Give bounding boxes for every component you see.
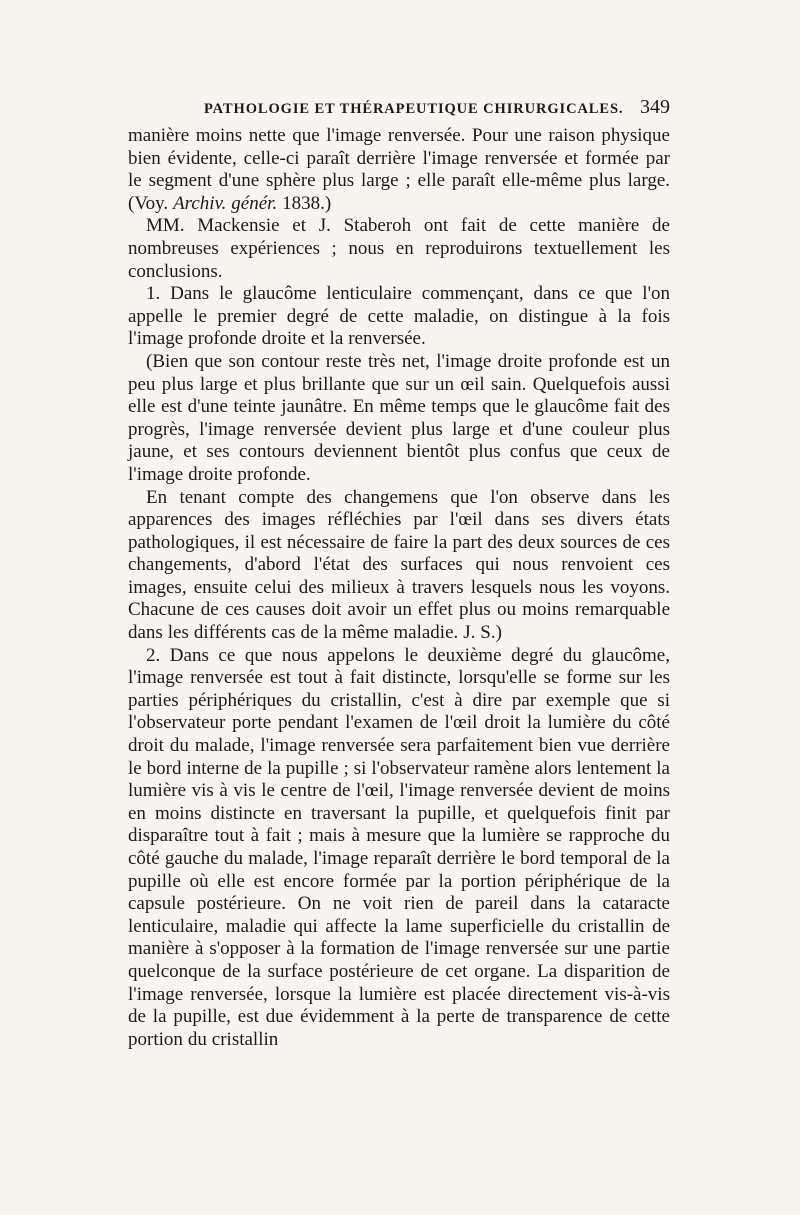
page-number: 349 xyxy=(640,96,670,118)
paragraph-continuation xyxy=(128,125,670,215)
running-title: PATHOLOGIE ET THÉRAPEUTIQUE CHIRURGICALES. xyxy=(204,101,624,117)
paragraph: En tenant compte des changemens que l'on observe dans les apparences des images réfléchies par l'œil dans ses divers états pathologiques, il est nécessaire de faire la part des deux sources de ces changements, d'abord l'état des surfaces qui nous renvoient ces images, ensuite celui des milieux à travers lesquels nous les voyons. Chacune de ces causes doit avoir un effet plus ou moins remarquable dans les différents cas de la même maladie. J. S.) xyxy=(128,486,670,644)
paragraph: 2. Dans ce que nous appelons le deuxième degré du glaucôme, l'image renversée est tout à fait distincte, lorsqu'elle se forme sur les parties périphériques du cristallin, c'est à dire par exemple que si l'observateur porte pendant l'examen de l'œil droit la lumière du côté droit du malade, l'image renversée sera parfaitement bien vue derrière le bord interne de la pupille ; si l'observateur ramène alors lentement la lumière vis à vis le centre de l'œil, l'image renversée devient de moins en moins distincte en traversant la pupille, et quelquefois finit par disparaître tout à fait ; mais à mesure que la lumière se rapproche du côté gauche du malade, l'image reparaît derrière le bord temporal de la pupille où elle est encore formée par la portion périphérique de la capsule postérieure. On ne voit rien de pareil dans la cataracte lenticulaire, maladie qui affecte la lame superficielle du cristallin de manière à s'opposer à la formation de l'image renversée sur une partie quelconque de la surface postérieure de cet organe. La disparition de l'image renversée, lorsque la lumière est placée directement vis-à-vis de la pupille, est due évidemment à la perte de transparence de cette portion du cristallin xyxy=(128,644,670,1050)
paragraph: (Bien que son contour reste très net, l'image droite profonde est un peu plus large et plus brillante que sur un œil sain. Quelquefois aussi elle est d'une teinte jaunâtre. En même temps que le glaucôme fait des progrès, l'image renversée devient plus large et d'une couleur plus jaune, et ses contours deviennent bientôt plus confus que ceux de l'image droite profonde. xyxy=(128,350,670,485)
paragraph-text: manière moins nette que l'image renversée. Pour une raison physique bien évidente, celle-ci paraît derrière l'image renversée et formée par le segment d'une sphère plus large ; elle paraît elle-même plus large. (Voy. xyxy=(128,125,670,214)
journal-citation: Archiv. génér. xyxy=(173,192,278,214)
running-header xyxy=(128,96,670,119)
paragraph: MM. Mackensie et J. Staberoh ont fait de cette manière de nombreuses expériences ; nous en reproduirons textuellement les conclusions. xyxy=(128,215,670,282)
paragraph: 1. Dans le glaucôme lenticulaire commençant, dans ce que l'on appelle le premier degré de cette maladie, on distingue à la fois l'image profonde droite et la renversée. xyxy=(128,283,670,350)
paragraph-text: 1838.) xyxy=(277,192,332,214)
book-page xyxy=(128,96,670,1051)
